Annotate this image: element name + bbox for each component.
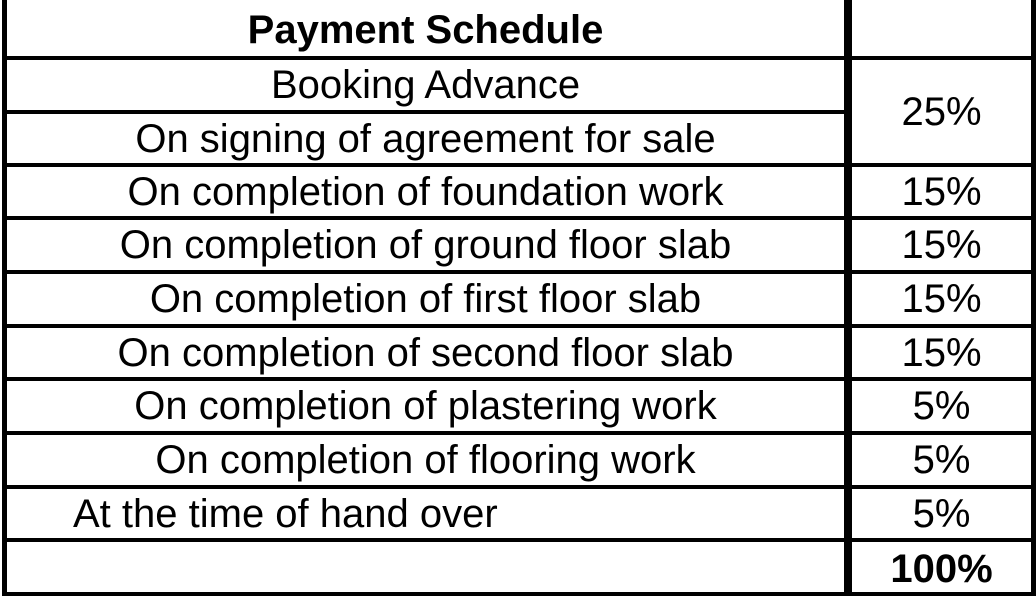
table-border-bottom	[2, 592, 1036, 596]
total-label-cell	[7, 542, 844, 592]
table-column-divider	[844, 0, 852, 596]
table-title: Payment Schedule	[247, 8, 604, 52]
percent-plastering: 5%	[912, 384, 971, 428]
table-border-right	[1031, 0, 1036, 596]
stage-hand-over: At the time of hand over	[73, 491, 498, 536]
stage-first-floor-slab: On completion of first floor slab	[149, 277, 702, 321]
stage-second-floor-slab: On completion of second floor slab	[117, 330, 734, 375]
merged-percent-cell: 25%	[901, 89, 982, 134]
stage-flooring: On completion of flooring work	[155, 438, 696, 482]
percent-second-floor-slab: 15%	[901, 330, 982, 375]
stage-foundation: On completion of foundation work	[127, 169, 724, 214]
header-percent-cell	[852, 4, 1031, 56]
percent-hand-over: 5%	[912, 491, 971, 536]
stage-ground-floor-slab: On completion of ground floor slab	[119, 223, 732, 267]
total-percent: 100%	[890, 547, 993, 591]
stage-plastering: On completion of plastering work	[134, 384, 717, 428]
percent-foundation: 15%	[901, 169, 982, 214]
stage-booking-advance: Booking Advance	[270, 63, 581, 107]
stage-agreement-signing: On signing of agreement for sale	[135, 116, 716, 161]
percent-ground-floor-slab: 15%	[901, 223, 982, 267]
percent-first-floor-slab: 15%	[901, 277, 982, 321]
percent-flooring: 5%	[912, 438, 971, 482]
